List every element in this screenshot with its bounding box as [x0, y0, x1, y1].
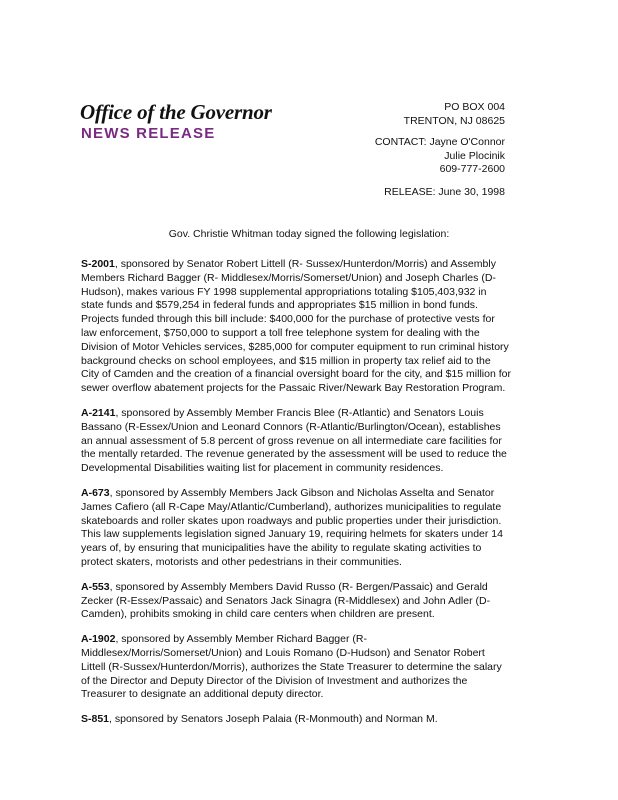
- bill-paragraph: [81, 581, 511, 622]
- bill-paragraph: [81, 633, 511, 702]
- bill-text: , sponsored by Senators Joseph Palaia (R-Monmouth) and Norman M.: [109, 713, 438, 726]
- office-title: Office of the Governor: [80, 100, 272, 124]
- bill-id: A-2141: [81, 406, 116, 419]
- bill-paragraph: [81, 487, 511, 570]
- city-line: TRENTON, NJ 08625: [403, 114, 505, 127]
- news-release-label: NEWS RELEASE: [81, 125, 216, 142]
- contact-line: CONTACT: Jayne O'Connor: [374, 136, 505, 148]
- contact-block: [375, 101, 505, 199]
- contact-name-2: Julie Plocinik: [444, 149, 505, 162]
- release-date: RELEASE: June 30, 1998: [384, 185, 505, 198]
- bill-id: S-851: [81, 713, 110, 726]
- bill-list: [81, 258, 511, 738]
- po-box: PO BOX 004: [444, 101, 505, 113]
- bill-text: , sponsored by Assembly Member Richard Bagger (R-Middlesex/Morris/Somerset/Union) and Louis Romano (D-Hudson) and Senator Robert Littell (R-Sussex/Hunterdon/Morris), authorizes the State Treasurer to determine the salary of the Director and Deputy Director of the Division of Investment and authorizes the Treasurer to designate an additional deputy director.: [81, 633, 502, 701]
- bill-text: , sponsored by Senator Robert Littell (R- Sussex/Hunterdon/Morris) and Assembly Members Richard Bagger (R- Middlesex/Morris/Somerset/Union) and Joseph Charles (D-Hudson), makes various FY 1998 supplemental appropriations totaling $105,403,932 in state funds and $579,254 in federal funds and appropriates $15 million in bond funds. Projects funded through this bill include: $400,000 for the purchase of protective vests for law enforcement, $750,000 to support a toll free telephone system for dealing with the Division of Motor Vehicles services, $285,000 for computer equipment to run criminal history background checks on school employees, and $15 million in property tax relief aid to the City of Camden and the creation of a financial oversight board for the city, and $15 million for sewer overflow abatement projects for the Passaic River/Newark Bay Restoration Program.: [81, 258, 511, 395]
- bill-paragraph: [81, 713, 511, 727]
- contact-phone: 609-777-2600: [439, 163, 505, 175]
- intro-line: Gov. Christie Whitman today signed the following legislation:: [168, 228, 450, 240]
- bill-paragraph: [81, 258, 511, 396]
- bill-text: , sponsored by Assembly Members David Russo (R- Bergen/Passaic) and Gerald Zecker (R-Essex/Passaic) and Senators Jack Sinagra (R-Middlesex) and John Adler (D-Camden), prohibits smoking in child care centers when children are present.: [81, 580, 491, 621]
- bill-text: , sponsored by Assembly Member Francis Blee (R-Atlantic) and Senators Louis Bassano (R-Essex/Union and Leonard Connors (R-Atlantic/Burlington/Ocean), establishes an annual assessment of 5.8 percent of gross revenue on all intermediate care facilities for the mentally retarded. The revenue generated by the assessment will be used to reduce the Developmental Disabilities waiting list for placement in community residences.: [81, 406, 507, 475]
- bill-id: A-1902: [81, 633, 116, 646]
- bill-id: A-553: [81, 580, 110, 593]
- bill-text: , sponsored by Assembly Members Jack Gibson and Nicholas Asselta and Senator James Cafiero (all R-Cape May/Atlantic/Cumberland), authorizes municipalities to regulate skateboards and roller skates upon roadways and public properties under their jurisdiction. This law supplements legislation signed January 19, requiring helmets for skaters under 14 years of, by ensuring that municipalities have the ability to regulate skating activities to protect skaters, motorists and other pedestrians in their communities.: [81, 486, 503, 568]
- bill-id: A-673: [81, 486, 110, 499]
- bill-id: S-2001: [81, 258, 115, 270]
- bill-paragraph: [81, 407, 511, 476]
